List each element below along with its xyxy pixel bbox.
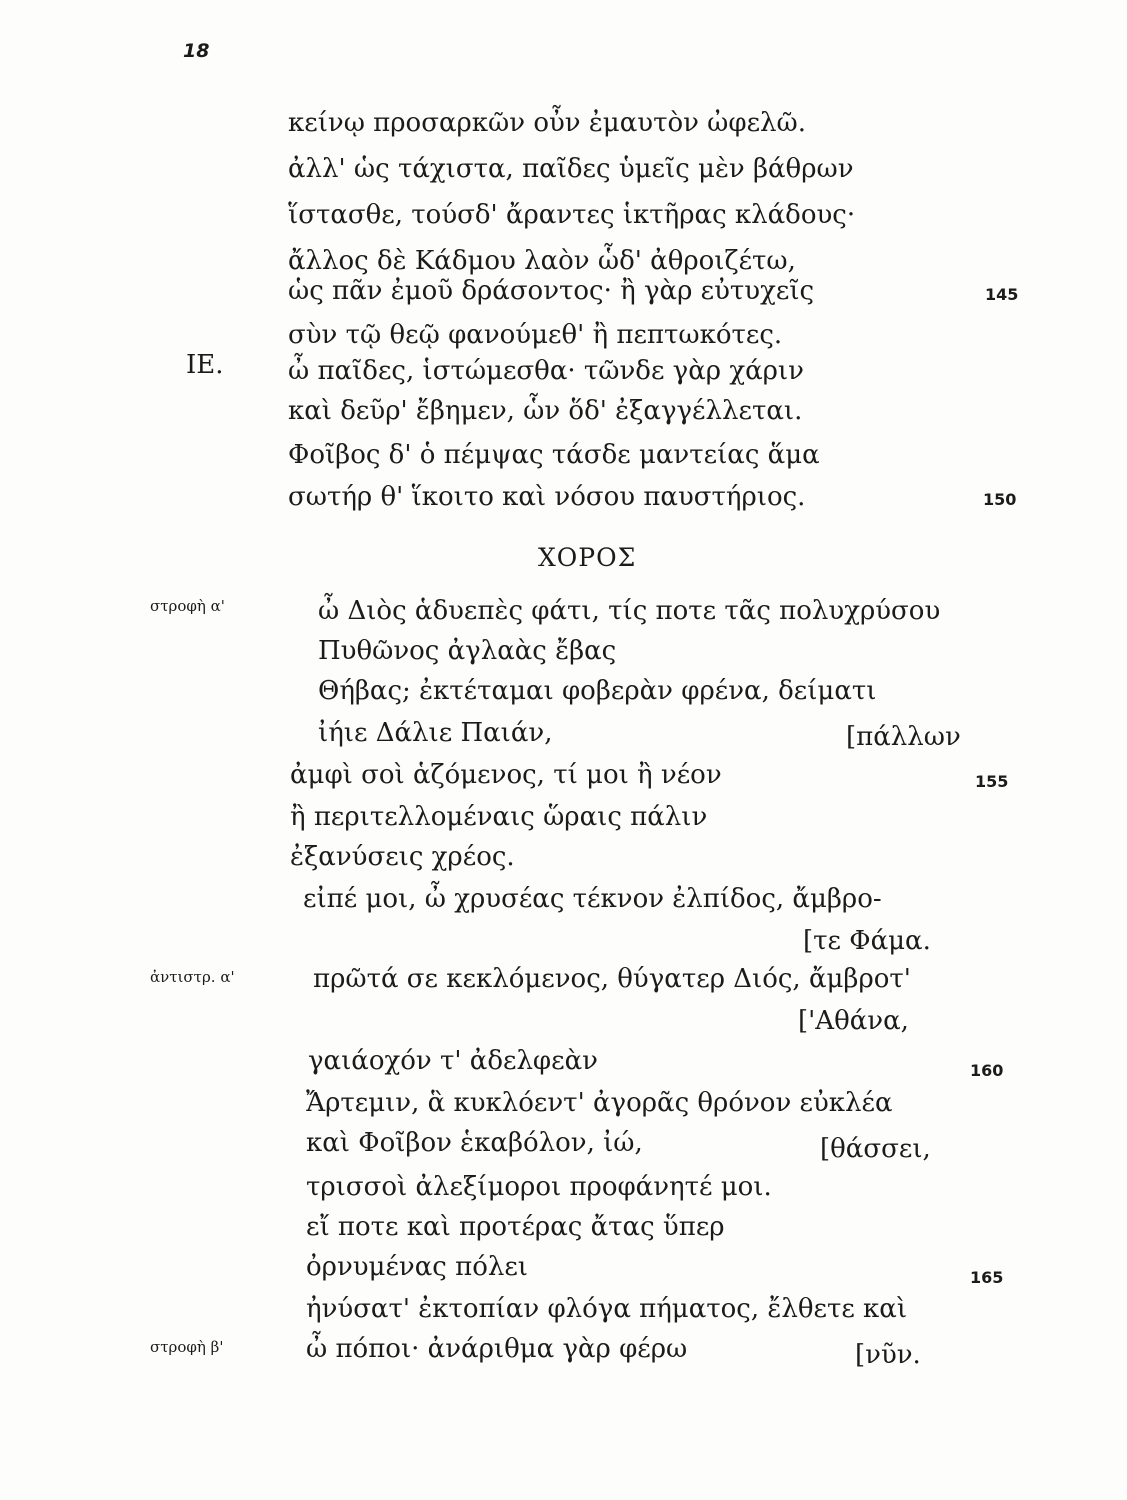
verse-line: σὺν τῷ θεῷ φανούμεθ' ἢ πεπτωκότες.	[288, 320, 783, 350]
verse-line: ὀρνυμένας πόλει	[306, 1252, 528, 1282]
verse-line: ὡς πᾶν ἐμοῦ δράσοντος· ἢ γὰρ εὐτυχεῖς	[288, 276, 815, 306]
verse-line: καὶ Φοῖβον ἑκαβόλον, ἰώ,	[306, 1128, 643, 1158]
margin-label-strophe: στροφὴ β'	[150, 1338, 224, 1356]
verse-line: ὦ πόποι· ἀνάριθμα γὰρ φέρω	[306, 1334, 688, 1364]
verse-line: ἀμφὶ σοὶ ἁζόμενος, τί μοι ἢ νέον	[290, 760, 722, 790]
line-continuation: [θάσσει,	[820, 1134, 931, 1164]
verse-line: ἢ περιτελλομέναις ὥραις πάλιν	[290, 802, 708, 832]
speaker-label: ΙΕ.	[186, 350, 224, 380]
line-number: 160	[970, 1061, 1004, 1080]
verse-line: ἐξανύσεις χρέος.	[290, 842, 515, 872]
page-number: 18	[183, 40, 210, 62]
verse-line: εἴ ποτε καὶ προτέρας ἄτας ὕπερ	[306, 1212, 725, 1242]
verse-line: ἀλλ' ὡς τάχιστα, παῖδες ὑμεῖς μὲν βάθρων	[288, 154, 854, 184]
line-continuation: [τε Φάμα.	[803, 926, 931, 956]
verse-line: καὶ δεῦρ' ἔβημεν, ὧν ὅδ' ἐξαγγέλλεται.	[288, 396, 803, 426]
line-continuation: [πάλλων	[846, 722, 961, 752]
verse-line: Φοῖβος δ' ὁ πέμψας τάσδε μαντείας ἅμα	[288, 440, 820, 470]
margin-label-antistrophe: ἀντιστρ. α'	[150, 968, 235, 986]
verse-line: Πυθῶνος ἀγλαὰς ἔβας	[318, 636, 617, 666]
verse-line: ἰήιε Δάλιε Παιάν,	[318, 718, 553, 748]
verse-line: πρῶτά σε κεκλόμενος, θύγατερ Διός, ἄμβροτ'	[313, 964, 911, 994]
verse-line: ὦ Διὸς ἁδυεπὲς φάτι, τίς ποτε τᾶς πολυχρύσου	[318, 596, 941, 626]
margin-label-strophe: στροφὴ α'	[150, 597, 225, 615]
verse-line: ἠνύσατ' ἐκτοπίαν φλόγα πήματος, ἔλθετε καὶ	[306, 1294, 908, 1324]
verse-line: Ἄρτεμιν, ἃ κυκλόεντ' ἀγορᾶς θρόνον εὐκλέα	[306, 1088, 893, 1118]
line-number: 150	[983, 490, 1017, 509]
verse-line: σωτήρ θ' ἵκοιτο καὶ νόσου παυστήριος.	[288, 482, 806, 512]
verse-line: Θήβας; ἐκτέταμαι φοβερὰν φρένα, δείματι	[318, 676, 877, 706]
verse-line: κείνῳ προσαρκῶν οὖν ἐμαυτὸν ὠφελῶ.	[288, 108, 806, 138]
line-continuation: ['Αθάνα,	[798, 1006, 909, 1036]
verse-line: τρισσοὶ ἀλεξίμοροι προφάνητέ μοι.	[306, 1172, 772, 1202]
verse-line: ὦ παῖδες, ἱστώμεσθα· τῶνδε γὰρ χάριν	[288, 356, 804, 386]
line-continuation: [νῦν.	[855, 1340, 921, 1370]
section-heading-choros: ΧΟΡΟΣ	[538, 543, 637, 572]
verse-line: εἰπέ μοι, ὦ χρυσέας τέκνον ἐλπίδος, ἄμβρο-	[303, 884, 882, 914]
verse-line: γαιάοχόν τ' ἀδελφεὰν	[308, 1046, 598, 1076]
line-number: 165	[970, 1268, 1004, 1287]
verse-line: ἄλλος δὲ Κάδμου λαὸν ὧδ' ἀθροιζέτω,	[288, 246, 796, 276]
line-number: 155	[975, 772, 1009, 791]
line-number: 145	[985, 285, 1019, 304]
verse-line: ἵστασθε, τούσδ' ἄραντες ἱκτῆρας κλάδους·	[288, 200, 856, 230]
